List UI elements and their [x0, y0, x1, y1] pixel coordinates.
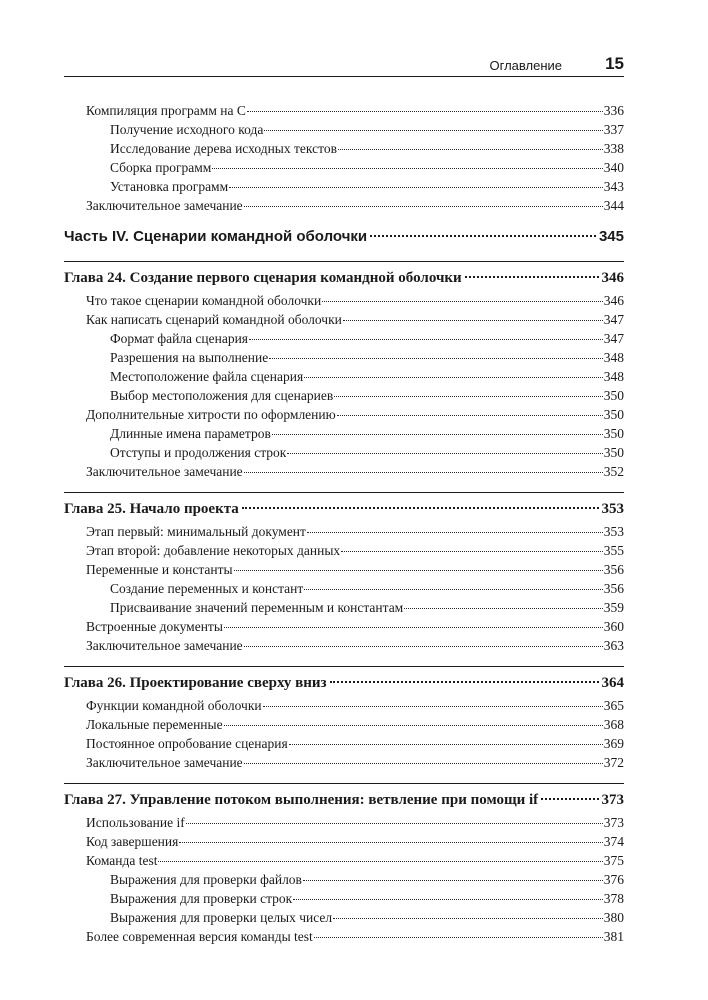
toc-entry-title: Установка программ	[110, 179, 229, 194]
dot-leader	[404, 608, 603, 609]
chapter-block	[64, 261, 624, 492]
toc-entry	[64, 522, 624, 541]
dot-leader	[244, 472, 603, 473]
dot-leader	[264, 130, 602, 131]
toc-entry-page: 378	[603, 891, 624, 906]
toc-entry	[64, 424, 624, 443]
part-title: Часть IV. Сценарии командной оболочки	[64, 228, 368, 245]
spacer	[64, 215, 624, 223]
toc-entry-title: Локальные переменные	[86, 717, 223, 732]
toc-entry-page: 348	[603, 369, 624, 384]
dot-leader	[287, 453, 602, 454]
toc-entry-title: Сборка программ	[110, 160, 212, 175]
toc-entry-title: Выражения для проверки целых чисел	[110, 910, 333, 925]
toc-entry	[64, 617, 624, 636]
toc-entry	[64, 579, 624, 598]
toc-entry-page: 363	[603, 638, 624, 653]
dot-leader	[304, 377, 603, 378]
toc-entry	[64, 405, 624, 424]
toc-entry-title: Переменные и константы	[86, 562, 233, 577]
dot-leader	[247, 111, 603, 112]
dot-leader	[333, 918, 603, 919]
chapter-heading	[64, 496, 624, 522]
toc-entry-page: 373	[603, 815, 624, 830]
toc-entry-title: Длинные имена параметров	[110, 426, 271, 441]
dot-leader	[244, 763, 603, 764]
dot-leader	[263, 706, 603, 707]
toc-entry	[64, 291, 624, 310]
dot-leader	[322, 301, 603, 302]
toc-entry	[64, 734, 624, 753]
dot-leader	[370, 235, 596, 237]
toc-entry	[64, 541, 624, 560]
dot-leader	[303, 880, 603, 881]
dot-leader	[234, 570, 603, 571]
dot-leader	[338, 149, 603, 150]
dot-leader	[244, 206, 603, 207]
toc-entry-page: 343	[603, 179, 624, 194]
toc-entry-title: Присваивание значений переменным и константам	[110, 600, 404, 615]
toc-entry-page: 336	[603, 103, 624, 118]
toc-entry-page: 365	[603, 698, 624, 713]
dot-leader	[244, 646, 603, 647]
toc-entry	[64, 443, 624, 462]
toc-entry	[64, 813, 624, 832]
toc-entry-page: 372	[603, 755, 624, 770]
chapter-title: Глава 24. Создание первого сценария командной оболочки	[64, 270, 462, 286]
dot-leader	[465, 276, 599, 278]
chapter-heading	[64, 787, 624, 813]
toc-entry-title: Этап второй: добавление некоторых данных	[86, 543, 341, 558]
toc-entry	[64, 177, 624, 196]
toc-entry-page: 337	[603, 122, 624, 137]
toc-entry	[64, 832, 624, 851]
toc-entry-title: Как написать сценарий командной оболочки	[86, 312, 342, 327]
toc-entry-page: 350	[603, 388, 624, 403]
toc-entry-page: 374	[603, 834, 624, 849]
toc-entry	[64, 715, 624, 734]
dot-leader	[179, 842, 602, 843]
chapter-page: 364	[601, 675, 624, 691]
toc-entry-page: 355	[603, 543, 624, 558]
toc-entry-title: Выражения для проверки строк	[110, 891, 293, 906]
toc-entry	[64, 889, 624, 908]
toc-entry-title: Выражения для проверки файлов	[110, 872, 302, 887]
toc-entry-title: Заключительное замечание	[86, 638, 243, 653]
chapters	[64, 261, 624, 946]
toc-entry	[64, 196, 624, 215]
spacer	[64, 772, 624, 783]
toc-entry-title: Компиляция программ на С	[86, 103, 246, 118]
dot-leader	[242, 507, 599, 509]
running-header	[64, 46, 624, 77]
toc-entry-title: Этап первый: минимальный документ	[86, 524, 306, 539]
chapter-title: Глава 25. Начало проекта	[64, 501, 239, 517]
dot-leader	[186, 823, 603, 824]
toc-entry-title: Формат файла сценария	[110, 331, 249, 346]
dot-leader	[337, 415, 603, 416]
dot-leader	[249, 339, 603, 340]
chapter-title: Глава 27. Управление потоком выполнения: ветвление при помощи if	[64, 792, 539, 808]
toc-entry-page: 350	[603, 445, 624, 460]
toc-entry-title: Более современная версия команды test	[86, 929, 313, 944]
chapter-page: 346	[601, 270, 624, 286]
toc-entry-title: Выбор местоположения для сценариев	[110, 388, 334, 403]
toc-entry	[64, 753, 624, 772]
toc-entry-page: 347	[603, 331, 624, 346]
dot-leader	[289, 744, 603, 745]
toc-entry-title: Заключительное замечание	[86, 755, 243, 770]
toc-entry-page: 340	[603, 160, 624, 175]
toc-entry	[64, 851, 624, 870]
toc-entry-page: 356	[603, 581, 624, 596]
toc-entry-page: 344	[603, 198, 624, 213]
spacer	[64, 655, 624, 666]
toc-entry	[64, 870, 624, 889]
toc-entry-title: Постоянное опробование сценария	[86, 736, 288, 751]
toc-entry	[64, 598, 624, 617]
toc-entry-page: 380	[603, 910, 624, 925]
toc-entry-page: 376	[603, 872, 624, 887]
entries-before-part	[64, 101, 624, 215]
toc-entry-page: 350	[603, 407, 624, 422]
toc-entry-title: Использование if	[86, 815, 185, 830]
toc-entry-page: 359	[603, 600, 624, 615]
toc-entry	[64, 560, 624, 579]
dot-leader	[272, 434, 603, 435]
toc-entry-page: 353	[603, 524, 624, 539]
toc-entry-page: 360	[603, 619, 624, 634]
toc-entry-title: Местоположение файла сценария	[110, 369, 304, 384]
toc-entry	[64, 329, 624, 348]
toc-entry	[64, 139, 624, 158]
toc-entry	[64, 158, 624, 177]
toc-entry	[64, 386, 624, 405]
toc-entry-title: Получение исходного кода	[110, 122, 264, 137]
toc-entry	[64, 348, 624, 367]
toc-entry-page: 348	[603, 350, 624, 365]
chapter-block	[64, 783, 624, 946]
toc-entry-page: 350	[603, 426, 624, 441]
toc-entry	[64, 696, 624, 715]
toc-entry	[64, 367, 624, 386]
chapter-page: 353	[601, 501, 624, 517]
toc-entry-page: 375	[603, 853, 624, 868]
toc-entry-page: 369	[603, 736, 624, 751]
part-heading	[64, 223, 624, 251]
toc-entry-title: Создание переменных и констант	[110, 581, 304, 596]
toc-entry-page: 352	[603, 464, 624, 479]
dot-leader	[224, 725, 603, 726]
toc-entry-title: Что такое сценарии командной оболочки	[86, 293, 322, 308]
dot-leader	[334, 396, 603, 397]
toc-entry-page: 347	[603, 312, 624, 327]
dot-leader	[314, 937, 603, 938]
dot-leader	[158, 861, 602, 862]
page-number: 15	[605, 54, 624, 73]
dot-leader	[229, 187, 603, 188]
toc-entry	[64, 908, 624, 927]
toc-entry	[64, 636, 624, 655]
toc-entry-title: Команда test	[86, 853, 158, 868]
part-page: 345	[598, 228, 624, 245]
toc-entry	[64, 310, 624, 329]
chapter-block	[64, 666, 624, 783]
toc-entry-title: Код завершения	[86, 834, 179, 849]
toc-entry-page: 346	[603, 293, 624, 308]
toc-entry-title: Заключительное замечание	[86, 198, 243, 213]
spacer	[64, 481, 624, 492]
toc-entry	[64, 101, 624, 120]
table-of-contents	[64, 101, 624, 946]
dot-leader	[330, 681, 599, 683]
dot-leader	[304, 589, 602, 590]
chapter-title: Глава 26. Проектирование сверху вниз	[64, 675, 327, 691]
toc-entry-title: Отступы и продолжения строк	[110, 445, 287, 460]
spacer	[64, 251, 624, 261]
toc-entry-page: 356	[603, 562, 624, 577]
toc-entry-page: 338	[603, 141, 624, 156]
toc-entry-title: Дополнительные хитрости по оформлению	[86, 407, 336, 422]
toc-entry-title: Функции командной оболочки	[86, 698, 262, 713]
toc-entry	[64, 927, 624, 946]
toc-entry-page: 381	[603, 929, 624, 944]
chapter-block	[64, 492, 624, 666]
dot-leader	[343, 320, 603, 321]
chapter-heading	[64, 670, 624, 696]
dot-leader	[307, 532, 603, 533]
chapter-page: 373	[601, 792, 624, 808]
toc-entry-title: Встроенные документы	[86, 619, 223, 634]
dot-leader	[341, 551, 603, 552]
dot-leader	[224, 627, 603, 628]
toc-entry	[64, 120, 624, 139]
toc-entry-page: 368	[603, 717, 624, 732]
toc-entry	[64, 462, 624, 481]
toc-entry-title: Исследование дерева исходных текстов	[110, 141, 337, 156]
dot-leader	[541, 798, 598, 800]
running-header-title: Оглавление	[489, 58, 562, 73]
dot-leader	[212, 168, 602, 169]
dot-leader	[293, 899, 603, 900]
toc-entry-title: Разрешения на выполнение	[110, 350, 269, 365]
toc-entry-title: Заключительное замечание	[86, 464, 243, 479]
dot-leader	[269, 358, 603, 359]
chapter-heading	[64, 265, 624, 291]
